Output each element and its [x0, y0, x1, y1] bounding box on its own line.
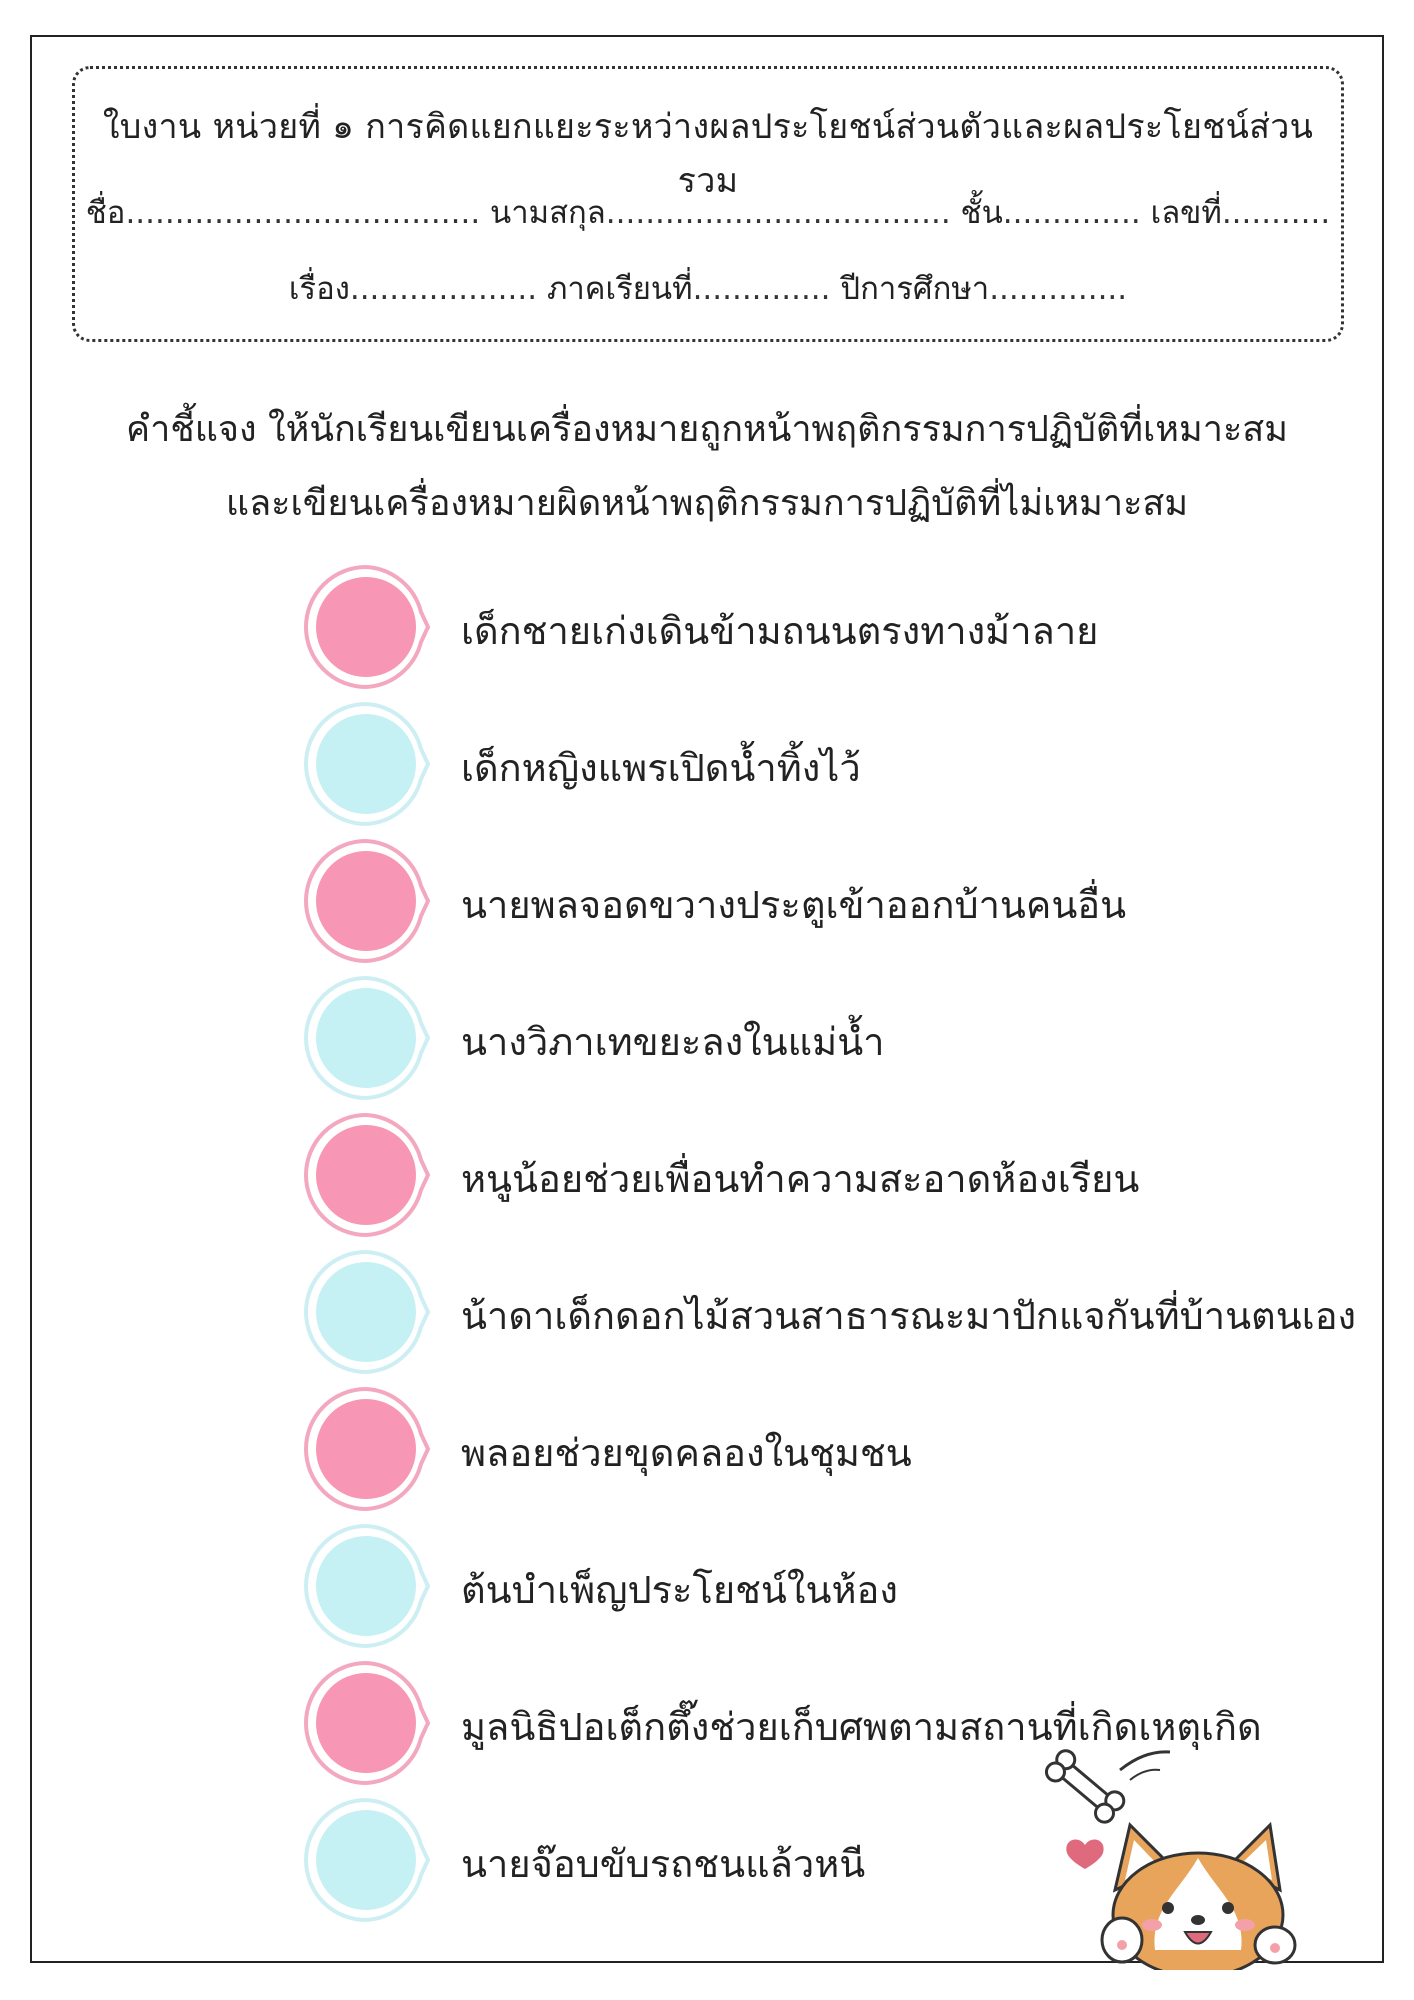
worksheet-header: [72, 66, 1344, 342]
behavior-item: [296, 973, 1356, 1103]
class-label: ชั้น: [960, 195, 1003, 231]
term-label: ภาคเรียนที่: [546, 271, 693, 307]
corgi-illustration: [1030, 1740, 1330, 1974]
answer-circle[interactable]: [296, 1247, 446, 1377]
instructions-line-1: คำชี้แจง ให้นักเรียนเขียนเครื่องหมายถูกหน้าพฤติกรรมการปฏิบัติที่เหมาะสม: [125, 409, 1289, 450]
behavior-text: น้าดาเด็กดอกไม้สวนสาธารณะมาปักแจกันที่บ้านตนเอง: [461, 1294, 1357, 1338]
number-label: เลขที่: [1150, 195, 1222, 231]
topic-field[interactable]: ...................: [349, 271, 538, 307]
behavior-item: [296, 1384, 1356, 1514]
name-field[interactable]: ....................................: [125, 195, 481, 231]
answer-circle[interactable]: [296, 1384, 446, 1514]
behavior-item: [296, 562, 1356, 692]
behavior-text: ต้นบำเพ็ญประโยชน์ในห้อง: [461, 1568, 898, 1612]
number-field[interactable]: ...........: [1221, 195, 1331, 231]
year-label: ปีการศึกษา: [840, 271, 990, 307]
instructions-line-2: และเขียนเครื่องหมายผิดหน้าพฤติกรรมการปฏิบัติที่ไม่เหมาะสม: [225, 483, 1189, 524]
answer-circle[interactable]: [296, 1658, 446, 1788]
course-info-row: [75, 263, 1341, 313]
behavior-text: มูลนิธิปอเต็กตึ๊งช่วยเก็บศพตามสถานที่เกิดเหตุเกิด: [461, 1705, 1262, 1749]
student-info-row: [75, 187, 1341, 237]
answer-circle[interactable]: [296, 1521, 446, 1651]
behavior-item: [296, 836, 1356, 966]
answer-circle[interactable]: [296, 836, 446, 966]
behavior-item: [296, 699, 1356, 829]
behavior-item: [296, 1521, 1356, 1651]
worksheet-title: ใบงาน หน่วยที่ ๑ การคิดแยกแยะระหว่างผลประโยชน์ส่วนตัวและผลประโยชน์ส่วนรวม: [102, 107, 1314, 201]
behavior-text: หนูน้อยช่วยเพื่อนทำความสะอาดห้องเรียน: [461, 1157, 1140, 1201]
surname-field[interactable]: ...................................: [605, 195, 951, 231]
corgi-icon: [1030, 1740, 1330, 1970]
behavior-text: นางวิภาเทขยะลงในแม่น้ำ: [461, 1020, 885, 1064]
name-label: ชื่อ: [85, 195, 126, 231]
behavior-item: [296, 1110, 1356, 1240]
answer-circle[interactable]: [296, 973, 446, 1103]
answer-circle[interactable]: [296, 699, 446, 829]
behavior-text: พลอยช่วยขุดคลองในชุมชน: [461, 1431, 912, 1475]
behavior-text: นายจ๊อบขับรถชนแล้วหนี: [461, 1842, 866, 1886]
answer-circle[interactable]: [296, 562, 446, 692]
answer-circle[interactable]: [296, 1110, 446, 1240]
behavior-text: เด็กชายเก่งเดินข้ามถนนตรงทางม้าลาย: [461, 609, 1099, 653]
behavior-text: เด็กหญิงแพรเปิดน้ำทิ้งไว้: [461, 746, 861, 790]
behavior-item: [296, 1247, 1356, 1377]
topic-label: เรื่อง: [288, 271, 350, 307]
year-field[interactable]: ..............: [989, 271, 1128, 307]
term-field[interactable]: ..............: [692, 271, 831, 307]
surname-label: นามสกุล: [490, 195, 606, 231]
behavior-text: นายพลจอดขวางประตูเข้าออกบ้านคนอื่น: [461, 883, 1127, 927]
class-field[interactable]: ..............: [1002, 195, 1141, 231]
answer-circle[interactable]: [296, 1795, 446, 1925]
